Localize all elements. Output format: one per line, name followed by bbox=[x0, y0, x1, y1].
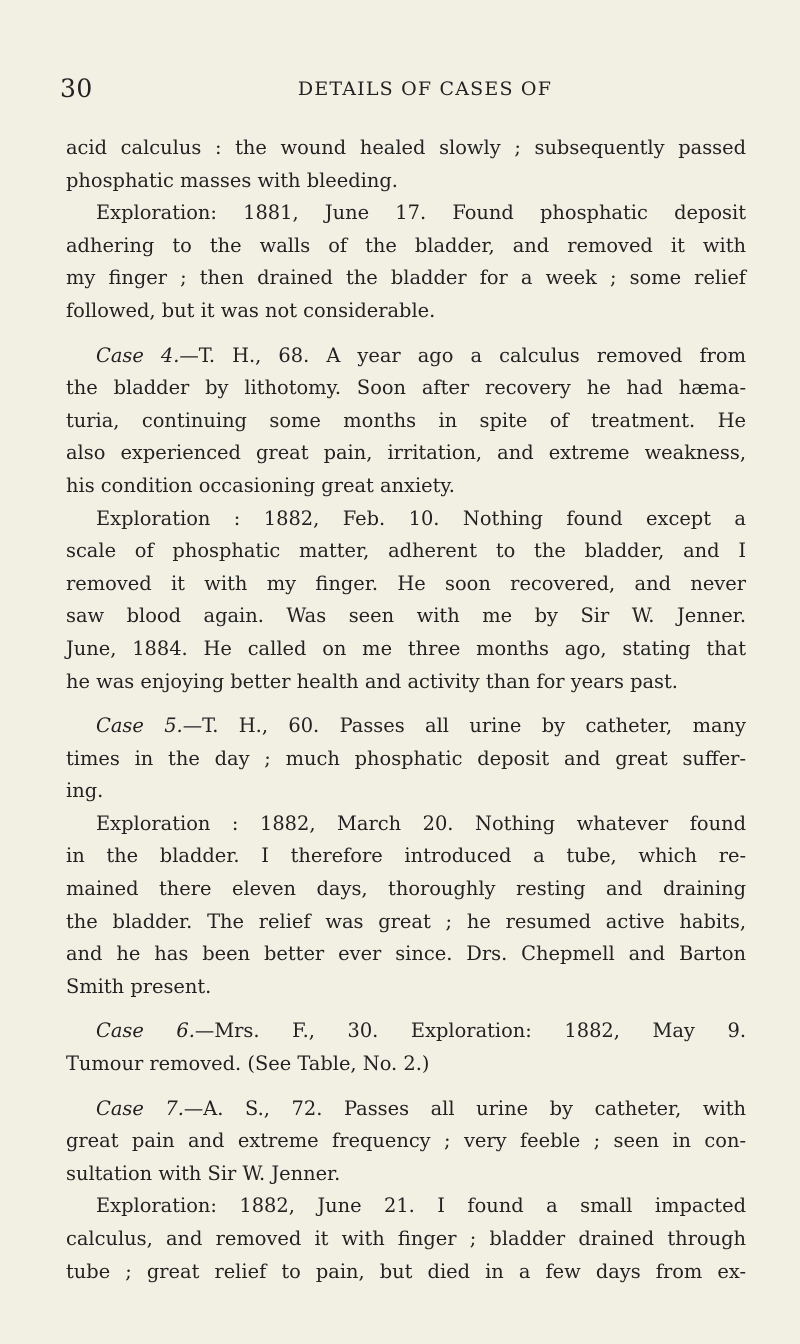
text-line: times in the day ; much phosphatic deposit and great suffer- bbox=[66, 746, 746, 770]
text-line: the bladder. The relief was great ; he resumed active habits, bbox=[66, 909, 746, 933]
paragraph-exploration-1882-june bbox=[66, 1190, 746, 1288]
paragraph-exploration-1881 bbox=[66, 197, 746, 327]
paragraph-case-5 bbox=[66, 710, 746, 808]
text-line: followed, but it was not considerable. bbox=[66, 298, 436, 322]
text-line: ing. bbox=[66, 779, 104, 803]
text-line bbox=[66, 340, 746, 373]
text-line: my finger ; then drained the bladder for a week ; some relief bbox=[66, 266, 746, 290]
page-header bbox=[60, 74, 750, 108]
text-line: in the bladder. I therefore introduced a tube, which re- bbox=[66, 844, 746, 868]
text-line: adhering to the walls of the bladder, and removed it with bbox=[66, 233, 746, 257]
text-line: calculus, and removed it with finger ; bladder drained through bbox=[66, 1227, 746, 1250]
paragraph-case-4 bbox=[66, 340, 746, 503]
body-text bbox=[66, 132, 746, 1288]
paragraph-exploration-1882-feb bbox=[66, 503, 746, 699]
case-label: Case 7. bbox=[96, 1096, 184, 1120]
text-line: removed it with my finger. He soon recovered, and never bbox=[66, 571, 746, 595]
text-run: —T. H., 68. A year ago a calculus removed from bbox=[179, 343, 746, 367]
text-line: Exploration : 1882, Feb. 10. Nothing found except a bbox=[96, 506, 746, 530]
text-line: Exploration : 1882, March 20. Nothing whatever found bbox=[96, 811, 746, 835]
page-number: 30 bbox=[60, 74, 93, 103]
text-run: —T. H., 60. Passes all urine by catheter, many bbox=[182, 714, 746, 738]
text-line: and he has been better ever since. Drs. Chepmell and Barton bbox=[66, 942, 746, 966]
paragraph-exploration-1882-march bbox=[66, 808, 746, 1004]
text-line: Exploration: 1882, June 21. I found a small impacted bbox=[96, 1194, 746, 1218]
text-line bbox=[66, 1015, 746, 1048]
case-label: Case 6. bbox=[96, 1019, 195, 1043]
text-line: Smith present. bbox=[66, 974, 212, 998]
text-line: turia, continuing some months in spite of treatment. He bbox=[66, 408, 746, 432]
text-line: the bladder by lithotomy. Soon after recovery he had hæma- bbox=[66, 376, 746, 400]
paragraph-case-6 bbox=[66, 1015, 746, 1080]
text-line: he was enjoying better health and activity than for years past. bbox=[66, 669, 678, 693]
case-label: Case 4. bbox=[96, 343, 180, 367]
paragraph-case-7 bbox=[66, 1093, 746, 1191]
text-line: tube ; great relief to pain, but died in a few days from ex- bbox=[66, 1259, 746, 1283]
text-line: his condition occasioning great anxiety. bbox=[66, 473, 455, 497]
text-run: —A. S., 72. Passes all urine by catheter, with bbox=[183, 1096, 746, 1120]
text-line bbox=[66, 710, 746, 743]
text-line: saw blood again. Was seen with me by Sir W. Jenner. bbox=[66, 604, 746, 628]
running-head: DETAILS OF CASES OF bbox=[297, 78, 553, 100]
text-run: —Mrs. F., 30. Exploration: 1882, May 9. bbox=[194, 1019, 746, 1043]
text-line bbox=[66, 1093, 746, 1126]
text-line: scale of phosphatic matter, adherent to the bladder, and I bbox=[66, 539, 746, 563]
text-line: sultation with Sir W. Jenner. bbox=[66, 1161, 341, 1185]
text-line: also experienced great pain, irritation, and extreme weakness, bbox=[66, 441, 746, 465]
text-line: Exploration: 1881, June 17. Found phosphatic deposit bbox=[96, 201, 746, 225]
text-line: June, 1884. He called on me three months ago, stating that bbox=[66, 636, 746, 660]
text-line: mained there eleven days, thoroughly resting and draining bbox=[66, 877, 746, 901]
case-label: Case 5. bbox=[96, 714, 183, 738]
paragraph-continuation bbox=[66, 132, 746, 197]
text-line: great pain and extreme frequency ; very feeble ; seen in con- bbox=[66, 1129, 746, 1153]
text-line: Tumour removed. (See Table, No. 2.) bbox=[66, 1052, 430, 1076]
text-line: phosphatic masses with bleeding. bbox=[66, 168, 398, 192]
text-line: acid calculus : the wound healed slowly ; subsequently passed bbox=[66, 136, 746, 159]
